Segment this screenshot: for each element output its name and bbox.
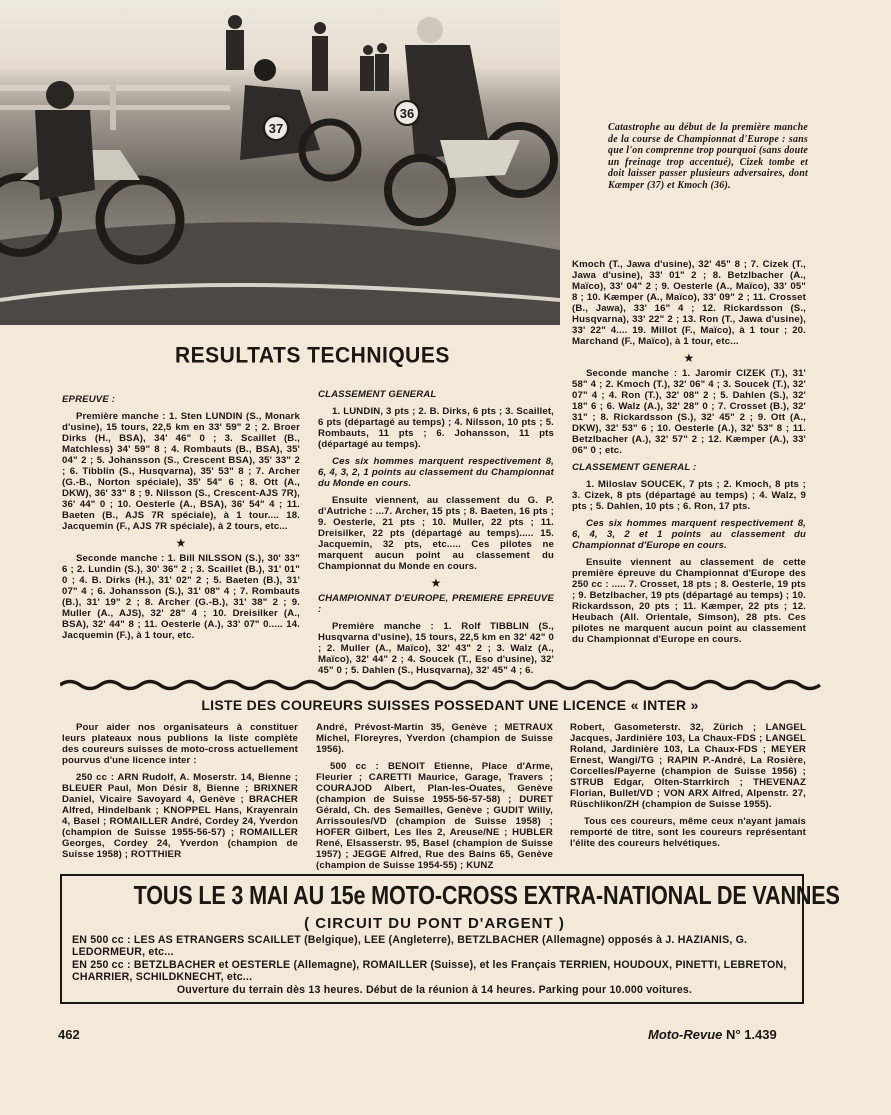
general-classification-heading: CLASSEMENT GENERAL (318, 389, 437, 400)
ad-500cc-line: EN 500 cc : LES AS ETRANGERS SCAILLET (Belgique), LEE (Angleterre), BETZLBACHER (Allemagne) opposés à J. HAZIANIS, G. LEDORMEUR, etc... (72, 934, 748, 959)
event-heading: EPREUVE : (62, 394, 116, 405)
europe-championship-heading: CHAMPIONNAT D'EUROPE, PREMIERE EPREUVE : (318, 593, 554, 615)
licence-column-1 (62, 722, 298, 866)
ad-250cc-line: EN 250 cc : BETZLBACHER et OESTERLE (Allemagne), ROMAILLER (Suisse), et les Français TERRIEN, HOUDOUX, PINETTI, LEBRETON, CHARRIER, SCHILDKNECHT, etc... (72, 958, 787, 984)
results-title: RESULTATS TECHNIQUES (175, 343, 450, 368)
first-heat-continued: Kmoch (T., Jawa d'usine), 32' 45" 8 ; 7. Cizek (T., Jawa d'usine), 33' 01" 2 ; 8. Betzlbacher (A., Maïco), 33' 04" 2 ; 9. Oesterle (A., Maïco), 33' 05" 8 ; 10. Kæmper (A., Maïco), 33' 09" 2 ; 11. Crosset (B., Jawa), 33' 16" 4 ; 12. Rickardsson (S., Husqvarna), 33' 22" 2 ; 13. Ron (T., Jawa d'usine), 33' 22" 4.... 19. Millot (F., Maïco), à 1 tour ; 20. Marchand (F., Maïco), à 1 tour, etc... (572, 259, 806, 347)
licence-column-3 (570, 722, 806, 855)
second-heat-250: Seconde manche : 1. Jaromir CIZEK (T.), 31' 58" 4 ; 2. Kmoch (T.), 32' 06" 4 ; 3. Soucek (T.), 32' 07" 4 ; 4. Ron (T.), 32' 08" 2 ; 5. Dahlen (S.), 32' 18" 6 ; 6. Walz (A.), 32' 28" 0 ; 7. Crosset (B.), 32' 31" ; 8. Rickardsson (S.), 32' 45" 2 ; 9. Ott (A., DKW), 32' 53" 6 ; 10. Oesterle (A.), 32' 53" 8 ; 11. Betzlbacher (A.), 32' 57" 2 ; 12. Kæmper (A.), 33' 06" 0 ; etc. (572, 368, 806, 456)
vannes-ad-title: TOUS LE 3 MAI AU 15e MOTO-CROSS EXTRA-NATIONAL DE VANNES (133, 880, 840, 910)
general-classification-250: 1. Miloslav SOUCEK, 7 pts ; 2. Kmoch, 8 pts ; 3. Cizek, 8 pts (départagé au temps) ; 4. Walz, 9 pts ; 5. Dahlen, 10 pts ; 6. Ron, 17 pts. (572, 479, 806, 512)
licence-list-title: LISTE DES COUREURS SUISSES POSSEDANT UNE LICENCE « INTER » (201, 697, 699, 713)
licence-250cc-list: 250 cc : ARN Rudolf, A. Moserstr. 14, Bienne ; BLEUER Paul, Mon Désir 8, Bienne ; BRIXNER Daniel, Vicaire Savoyard 4, Genève ; BRACHER Alfred, Hindelbank ; KNOPPEL Hans, Krayenrain 4, Basel ; ROMAILLER André, Cordey 24, Yverdon (champion de Suisse 1955-56-57) ; ROMAILLER Georges, Cordey 24, Yverdon (champion de Suisse 1958) ; ROTTHIER (62, 772, 298, 860)
licence-250cc-list-cont: André, Prévost-Martin 35, Genève ; METRAUX Michel, Floreyres, Yverdon (champion de Suisse 1956). (316, 722, 553, 755)
star-separator: ★ (175, 536, 187, 550)
photo-caption: Catastrophe au début de la première manche de la course de Championnat d'Europe : sans que l'on comprenne trop pourquoi (sans doute un freinage trop accentué), Cizek tombe et doit laisser passer plusieurs adversaires, dont Kæmper (37) et Kmoch (36). (608, 122, 808, 191)
vannes-ad-body (72, 934, 797, 996)
licence-intro: Pour aider nos organisateurs à constituer leurs plateaux nous publions la liste complète des coureurs suisses de moto-cross actuellement pourvus d'une licence inter : (62, 722, 298, 766)
vannes-ad-subtitle: ( CIRCUIT DU PONT D'ARGENT ) (304, 915, 565, 932)
licence-500cc-list: 500 cc : BENOIT Etienne, Place d'Arme, Fleurier ; CARETTI Maurice, Garage, Travers ; COURAJOD Albert, Plan-les-Ouates, Genève (champion de Suisse 1955-56-57-58) ; DURET Gérald, Ch. des Semailles, Genève ; GUDIT Willy, Arrissoules/VD (champion de Suisse 1958) ; HOFER Gilbert, Les Iles 2, Areuse/NE ; HUBLER René, Elsasserstr. 95, Basel (champion de Suisse 1957) ; JEGGE Alfred, Rue des Bains 65, Genève (champion de Suisse 1954-55) ; KUNZ (316, 761, 553, 871)
star-separator: ★ (683, 351, 695, 365)
first-heat-250: Première manche : 1. Rolf TIBBLIN (S., Husqvarna d'usine), 15 tours, 22,5 km en 32' 42" 0 ; 2. Muller (A., Maïco), 32' 43" 2 ; 3. Walz (A., Maïco), 32' 44" 2 ; 4. Soucek (T., Eso d'usine), 32' 45" 0 ; 5. Dahlen (S., Husqvarna), 32' 45" 4 ; 6. (318, 621, 554, 676)
further-classification-500: Ensuite viennent, au classement du G. P. d'Autriche : ...7. Archer, 15 pts ; 8. Baeten, 16 pts ; 9. Oesterle, 21 pts ; 10. Muller, 22 pts ; 11. Dreisilker, 22 pts (départagé au temps)..... 15. Jacquemin, 32 pts, etc..... Ces pilotes ne marquent aucun point au classement du Championnat du Monde en cours. (318, 495, 554, 572)
number-plate-37: 37 (268, 121, 284, 136)
general-classification-500: 1. LUNDIN, 3 pts ; 2. B. Dirks, 6 pts ; 3. Scaillet, 6 pts (départagé au temps) ; 4. Nilsson, 10 pts ; 5. Rombauts, 11 pts ; 6. Johansson, 11 pts (départagé au temps). (318, 406, 554, 450)
further-classification-250: Ensuite viennent au classement de cette première épreuve du Championnat d'Europe des 250 cc : ..... 7. Crosset, 18 pts ; 8. Oesterle, 19 pts ; 9. Betzlbacher, 19 pts (départagé au temps) ; 10. Rickardsson, 20 pts ; 11. Kæmper, 22 pts ; 12. Heubach (All. Orientale, Simson), 28 pts. Ces pilotes ne marquent aucun point au classement du Championnat d'Europe en cours. (572, 557, 806, 645)
licence-closing-note: Tous ces coureurs, même ceux n'ayant jamais remporté de titre, sont les coureurs représentant l'élite des coureurs helvétiques. (570, 816, 806, 849)
points-note-europe: Ces six hommes marquent respectivement 8, 6, 4, 3, 2 et 1 points au classement du Championnat d'Europe en cours. (572, 518, 806, 551)
race-photo (0, 0, 560, 325)
page-number: 462 (58, 1027, 80, 1042)
results-column-right (572, 259, 806, 651)
star-separator: ★ (430, 576, 442, 590)
points-note-world: Ces six hommes marquent respectivement 8, 6, 4, 3, 2, 1 points au classement du Championnat du Monde en cours. (318, 456, 554, 489)
magazine-name: Moto-Revue (648, 1027, 723, 1042)
magazine-footer (648, 1027, 777, 1042)
wavy-divider (60, 678, 830, 692)
motocross-scene (0, 0, 560, 325)
general-classification-heading: CLASSEMENT GENERAL : (572, 462, 697, 473)
licence-column-2 (316, 722, 553, 877)
second-heat-500: Seconde manche : 1. Bill NILSSON (S.), 30' 33" 6 ; 2. Lundin (S.), 30' 36" 2 ; 3. Scaillet (B.), 31' 01" 0 ; 4. B. Dirks (H.), 31' 02" 2 ; 5. Baeten (B.), 31' 07" 4 ; 6. Johansson (S.), 31' 08" 4 ; 7. Rombauts (B.), 31' 19" 2 ; 8. Archer (G.-B.), 31' 38" 2 ; 9. Muller (A., AJS), 32' 28" 4 ; 10. Dreisilker (A., BSA), 32' 44" 8 ; 11. Oesterle (A.), 33' 07" 0..... 14. Jacquemin (F.), à 1 tour, etc. (62, 553, 300, 641)
results-column-2 (318, 389, 554, 682)
issue-number: N° 1.439 (726, 1027, 777, 1042)
licence-500cc-list-cont: Robert, Gasometerstr. 32, Zürich ; LANGEL Jacques, Jardinière 103, La Chaux-FDS ; LANGEL Roland, Jardinière 103, La Chaux-FDS ; MEYER Ernest, Wangi/TG ; RAPIN P.-André, La Rosière, Corcelles/Payerne (champion de Suisse 1956) ; STRUB Edgar, Olten-Starrkirch ; THEVENAZ Florian, Bullet/VD ; VON ARX Alfred, Alpenstr. 27, Rüschlikon/ZH (champion de Suisse 1955). (570, 722, 806, 810)
results-column-1 (62, 394, 300, 647)
ad-schedule-line: Ouverture du terrain dès 13 heures. Début de la réunion à 14 heures. Parking pour 10.000 voitures. (176, 983, 693, 996)
number-plate-36: 36 (399, 106, 415, 121)
first-heat-500: Première manche : 1. Sten LUNDIN (S., Monark d'usine), 15 tours, 22,5 km en 33' 59" 2 ; 2. Broer Dirks (H., BSA), 34' 46" 0 ; 3. Scaillet (B., Matchless) 34' 59" 8 ; 4. Rombauts (B., BSA), 35' 04" 2 ; 5. Johansson (S., Crescent BSA), 35' 33" 2 ; 6. Tibblin (S., Husqvarna), 35' 53" 8 ; 7. Archer (G.-B., Norton spéciale), 35' 54" 6 ; 8. Ott (A., DKW), 36' 33" 8 ; 9. Nilsson (S., Crescent-AJS 7R), 36' 44" 0 ; 10. Oesterle (A., BSA), 36' 54" 4 ; 11. Baeten (B., AJS 7R spéciale), à 1 tour.... 18. Jacquemin (F., AJS 7R spéciale), à 2 tours, etc... (62, 411, 300, 532)
